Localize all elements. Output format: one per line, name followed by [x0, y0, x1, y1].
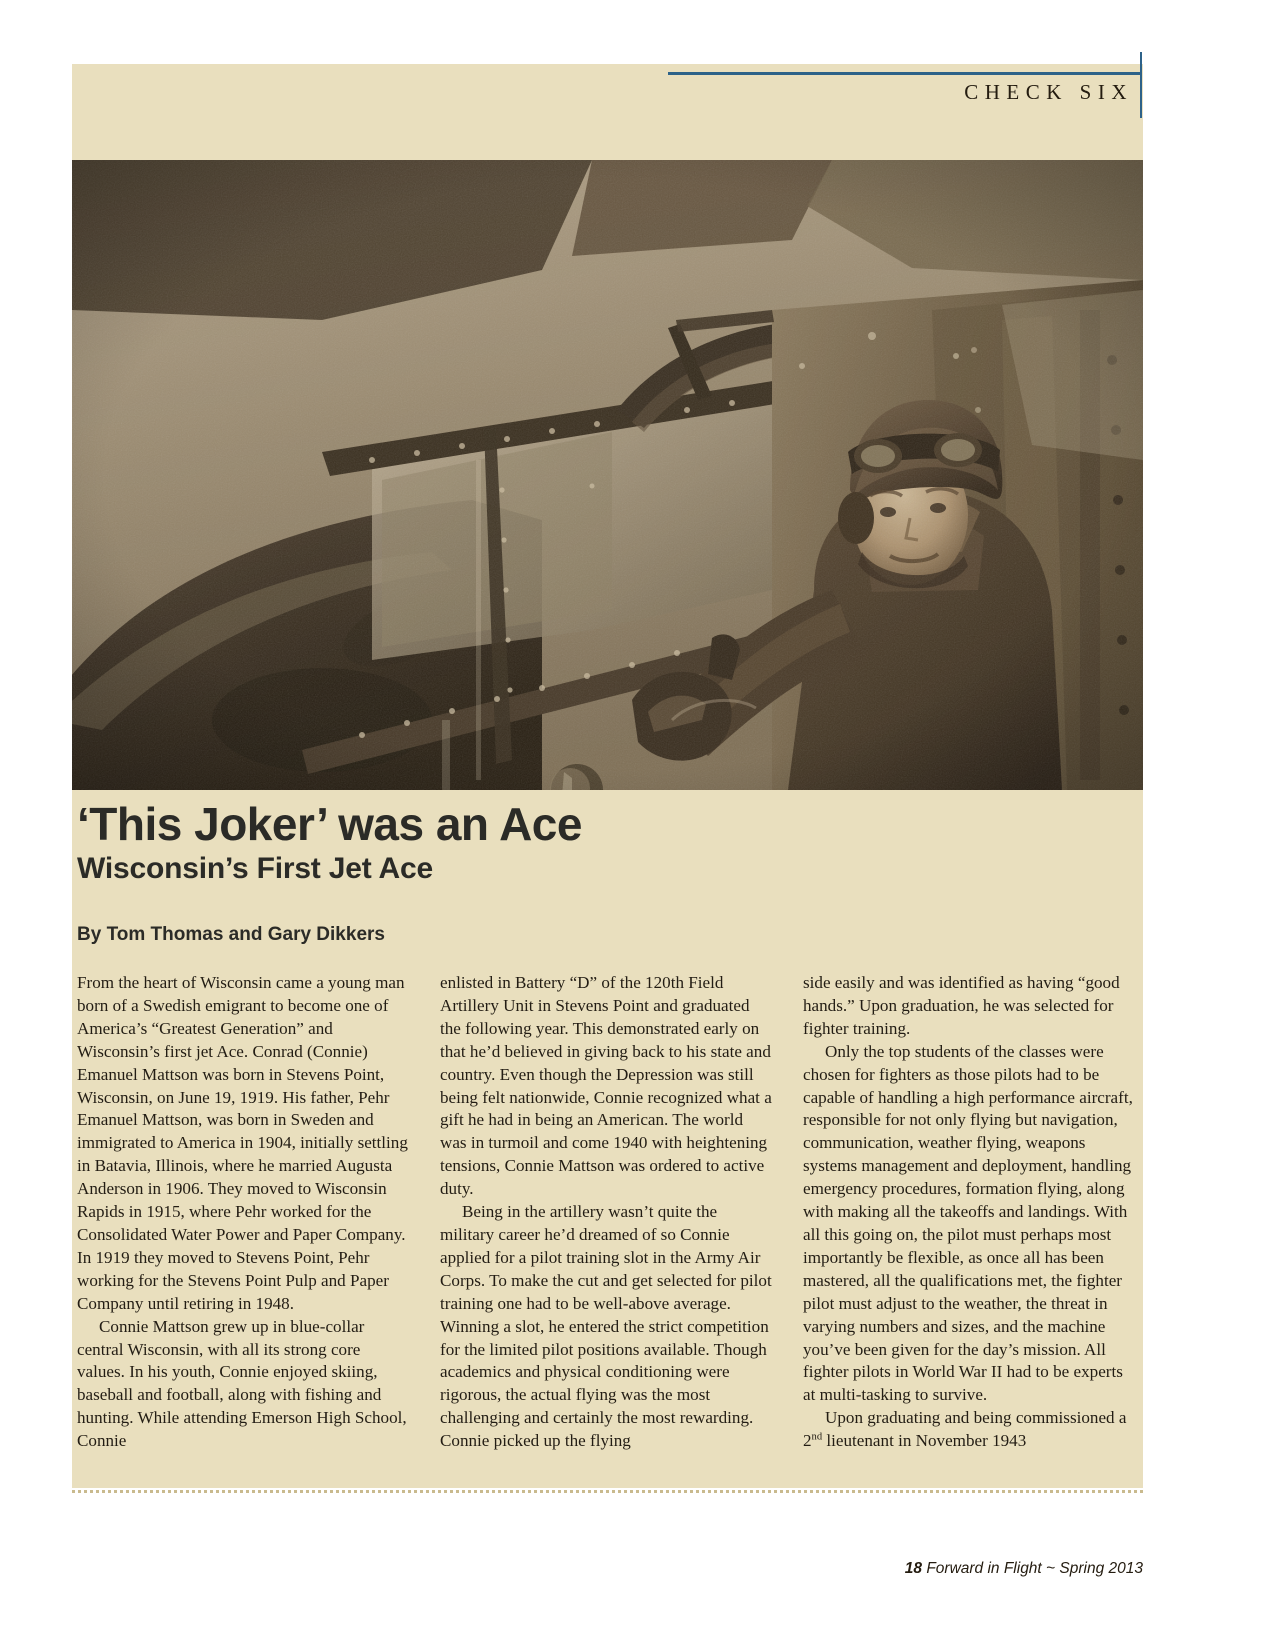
paragraph: side easily and was identified as having “good hands.” Upon graduation, he was selected for fighter training.	[803, 973, 1120, 1038]
publication-name: Forward in Flight ~ Spring 2013	[926, 1560, 1143, 1577]
section-kicker: CHECK SIX	[964, 80, 1133, 104]
article-body	[77, 972, 1137, 1488]
text-column-2	[440, 972, 773, 1488]
title-block	[77, 800, 1077, 946]
paragraph: enlisted in Battery “D” of the 120th Field Artillery Unit in Stevens Point and graduated the following year. This demonstrated early on that he’d believed in giving back to his state and country. Even though the Depression was still being felt nationwide, Connie recognized what a gift he had in being an American. The world was in turmoil and come 1940 with heightening tensions, Connie Mattson was ordered to active duty.	[440, 973, 772, 1199]
footer	[905, 1560, 1143, 1578]
paragraph: Only the top students of the classes were chosen for fighters as those pilots had to be capable of handling a high performance aircraft, responsible for not only flying but navigation, communication, weather flying, weapons systems management and deployment, handling emergency procedures, formation flying, along with making all the takeoffs and landings. With all this going on, the pilot must perhaps most importantly be flexible, as once all has been mastered, all the qualifications met, the fighter pilot must adjust to the weather, the threat in varying numbers and sizes, and the machine you’ve been given for the day’s mission. All fighter pilots in World War II had to be experts at multi-tasking to survive.	[803, 1041, 1133, 1405]
page-subtitle: Wisconsin’s First Jet Ace	[77, 852, 433, 886]
paragraph: Connie Mattson grew up in blue-collar central Wisconsin, with all its strong core values. In his youth, Connie enjoyed skiing, baseball and football, along with fishing and hunting. While attending Emerson High School, Connie	[77, 1316, 407, 1451]
header-vertical-tick	[1140, 52, 1142, 118]
page-title: ‘This Joker’ was an Ace	[77, 798, 582, 850]
paragraph: From the heart of Wisconsin came a young man born of a Swedish emigrant to become one of America’s “Greatest Generation” and Wisconsin’s first jet Ace. Conrad (Connie) Emanuel Mattson was born in Stevens Point, Wisconsin, on June 19, 1919. His father, Pehr Emanuel Mattson, was born in Sweden and immigrated to America in 1904, initially settling in Batavia, Illinois, where he married Augusta Anderson in 1906. They moved to Wisconsin Rapids in 1915, where Pehr worked for the Consolidated Water Power and Paper Company. In 1919 they moved to Stevens Point, Pehr working for the Stevens Point Pulp and Paper Company until retiring in 1948.	[77, 973, 408, 1313]
text-column-1	[77, 972, 410, 1488]
page-number: 18	[904, 1560, 922, 1577]
article-photo	[72, 160, 1143, 790]
byline: By Tom Thomas and Gary Dikkers	[77, 923, 385, 945]
paragraph: Upon graduating and being commissioned a 2nd lieutenant in November 1943	[803, 1408, 1127, 1451]
footer-divider	[72, 1490, 1143, 1493]
cockpit-photo-illustration	[72, 160, 1143, 790]
paragraph: Being in the artillery wasn’t quite the military career he’d dreamed of so Connie applied for a pilot training slot in the Army Air Corps. To make the cut and get selected for pilot training one had to be well-above average. Winning a slot, he entered the strict competition for the limited pilot positions available. Though academics and physical conditioning were rigorous, the actual flying was the most challenging and certainly the most rewarding. Connie picked up the flying	[440, 1202, 772, 1451]
text-column-3	[803, 972, 1136, 1488]
header-rule	[668, 72, 1142, 75]
